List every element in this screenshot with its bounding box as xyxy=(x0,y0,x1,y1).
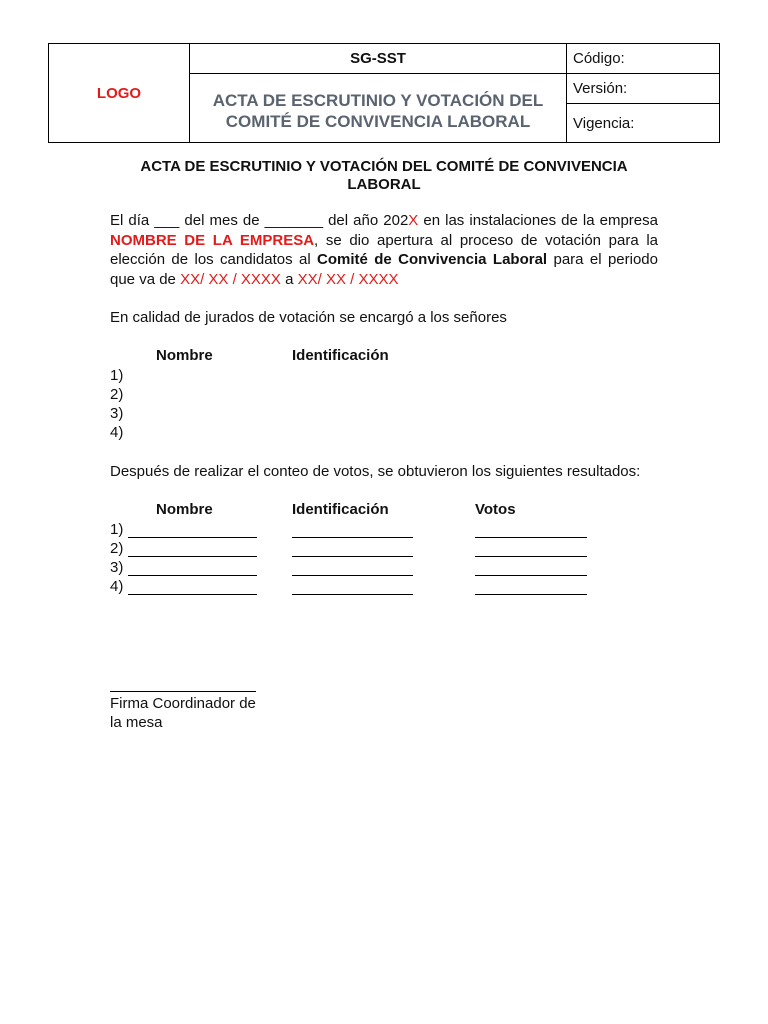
intro-paragraph xyxy=(110,211,658,289)
date-to-placeholder: XX/ XX / XXXX xyxy=(297,270,399,288)
jurado-row: 2) xyxy=(110,386,124,403)
resultados-intro: Después de realizar el conteo de votos, se obtuvieron los siguientes resultados: xyxy=(110,463,641,480)
result-votes-line xyxy=(475,556,587,557)
result-votes-line xyxy=(475,594,587,595)
result-row-number: 3) xyxy=(110,559,124,576)
result-id-line xyxy=(292,594,413,595)
resultados-col-votes: Votos xyxy=(475,501,516,518)
result-id-line xyxy=(292,556,413,557)
signature-label: Firma Coordinador de la mesa xyxy=(110,695,256,731)
result-id-line xyxy=(292,575,413,576)
jurados-intro: En calidad de jurados de votación se encargó a los señores xyxy=(110,309,507,326)
codigo-field: Código: xyxy=(567,44,720,74)
result-name-line xyxy=(128,556,257,557)
jurados-col-name: Nombre xyxy=(156,347,213,364)
sg-sst-label: SG-SST xyxy=(190,44,567,74)
logo-placeholder: LOGO xyxy=(49,44,190,143)
company-name-placeholder: NOMBRE DE LA EMPRESA xyxy=(110,231,315,249)
resultados-col-id: Identificación xyxy=(292,501,389,518)
intro-text: a xyxy=(280,270,298,288)
jurados-col-id: Identificación xyxy=(292,347,389,364)
date-from-placeholder: XX/ XX / XXXX xyxy=(180,270,281,288)
result-row-number: 1) xyxy=(110,521,124,538)
result-id-line xyxy=(292,537,413,538)
intro-text: , se dio apertura al proceso de votación para la elección de los candidatos al xyxy=(110,231,658,268)
intro-text: en las instalaciones de la empresa xyxy=(418,212,658,229)
jurado-row: 1) xyxy=(110,367,124,384)
signature-line xyxy=(110,691,256,692)
result-name-line xyxy=(128,594,257,595)
document-header xyxy=(48,43,720,143)
page-title: ACTA DE ESCRUTINIO Y VOTACIÓN DEL COMITÉ DE CONVIVENCIA LABORAL xyxy=(140,158,628,193)
intro-text: El día ___ del mes de _______ del año 202 xyxy=(110,212,409,229)
result-row-number: 4) xyxy=(110,578,124,595)
result-name-line xyxy=(128,537,257,538)
result-row-number: 2) xyxy=(110,540,124,557)
resultados-col-name: Nombre xyxy=(156,501,213,518)
result-votes-line xyxy=(475,575,587,576)
jurado-row: 3) xyxy=(110,405,124,422)
version-field: Versión: xyxy=(567,74,720,104)
result-votes-line xyxy=(475,537,587,538)
jurado-row: 4) xyxy=(110,424,124,441)
header-document-title: ACTA DE ESCRUTINIO Y VOTACIÓN DEL COMITÉ DE CONVIVENCIA LABORAL xyxy=(190,74,567,143)
intro-text: para el periodo que va de xyxy=(110,251,658,288)
vigencia-field: Vigencia: xyxy=(567,104,720,143)
committee-name: Comité de Convivencia Laboral xyxy=(317,251,548,268)
result-name-line xyxy=(128,575,257,576)
year-placeholder: X xyxy=(408,212,419,229)
